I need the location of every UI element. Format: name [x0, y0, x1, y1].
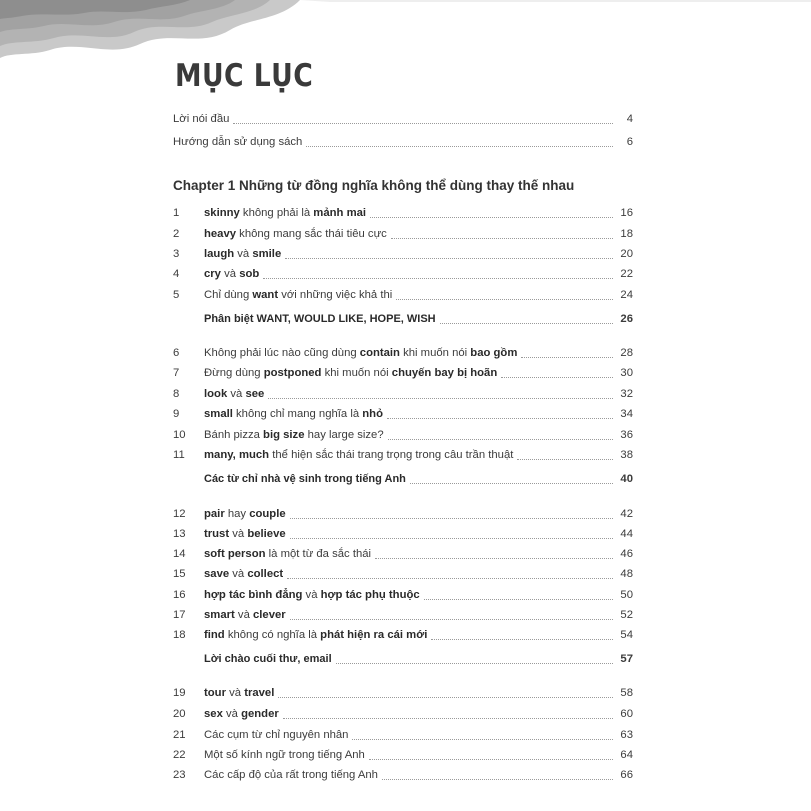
label-segment: khi muốn nói — [399, 347, 471, 359]
toc-row — [173, 589, 633, 605]
dot-leader — [431, 630, 613, 640]
toc-row — [173, 367, 633, 383]
toc-row — [173, 629, 633, 645]
label-segment: see — [245, 388, 265, 400]
dot-leader — [278, 688, 613, 698]
label-segment: pair — [204, 508, 225, 520]
dot-leader — [290, 509, 613, 519]
toc-entry-number: 15 — [173, 568, 186, 580]
toc-entry-number: 3 — [173, 248, 180, 260]
toc-entry-number: 14 — [173, 548, 186, 560]
toc-entry-label — [204, 528, 286, 540]
toc-entry-label — [204, 313, 436, 325]
toc-page-number: 4 — [626, 113, 633, 125]
label-segment: bao gồm — [470, 347, 518, 359]
toc-entry-number: 7 — [173, 367, 180, 379]
label-segment: save — [204, 568, 230, 580]
label-segment: smile — [252, 248, 282, 260]
label-segment: Bánh pizza — [204, 429, 264, 441]
dot-leader — [370, 208, 613, 218]
toc-row — [173, 687, 633, 703]
toc-entry-label — [204, 473, 406, 485]
toc-entry-number: 19 — [173, 687, 186, 699]
toc-page-number: 64 — [620, 749, 633, 761]
toc-entry-label — [204, 548, 371, 560]
label-segment: hợp tác phụ thuộc — [320, 589, 420, 601]
label-segment: phát hiện ra cái mới — [320, 629, 428, 641]
toc-entry-label — [204, 429, 384, 441]
dot-leader — [287, 569, 613, 579]
toc-page-number: 52 — [620, 609, 633, 621]
toc-page-number: 22 — [620, 268, 633, 280]
dot-leader — [388, 430, 613, 440]
dot-leader — [285, 249, 613, 259]
toc-row — [173, 347, 633, 363]
label-segment: Đừng dùng — [204, 367, 264, 379]
dot-leader — [369, 750, 613, 760]
toc-entry-number: 18 — [173, 629, 186, 641]
toc-entry-label — [204, 708, 279, 720]
label-segment: không mang sắc thái tiêu cực — [236, 228, 387, 240]
toc-row — [173, 508, 633, 524]
label-segment: travel — [244, 687, 275, 699]
toc-entry-number: 13 — [173, 528, 186, 540]
dot-leader — [290, 610, 613, 620]
toc-row — [173, 248, 633, 264]
toc-row — [173, 228, 633, 244]
toc-entry-number: 17 — [173, 609, 186, 621]
toc-page-number: 46 — [620, 548, 633, 560]
label-segment: mảnh mai — [313, 207, 367, 219]
label-segment: small — [204, 408, 233, 420]
label-segment: và — [220, 268, 240, 280]
toc-page-number: 66 — [620, 769, 633, 781]
toc-entry-label — [204, 769, 378, 781]
label-segment: collect — [247, 568, 284, 580]
label-segment: Một số kính ngữ trong tiếng Anh — [204, 749, 365, 761]
label-segment: Các cụm từ chỉ nguyên nhân — [204, 729, 349, 741]
dot-leader — [306, 137, 613, 147]
label-segment: và — [229, 528, 248, 540]
label-segment: couple — [249, 508, 286, 520]
toc-entry-label — [204, 629, 427, 641]
toc-entry-label — [204, 449, 513, 461]
toc-entry-number: 21 — [173, 729, 186, 741]
toc-entry-label — [204, 347, 517, 359]
label-segment: khi muốn nói — [321, 367, 392, 379]
toc-entry-label: Hướng dẫn sử dụng sách — [173, 136, 303, 148]
toc-page-number: 38 — [620, 449, 633, 461]
dot-leader — [424, 590, 613, 600]
label-segment: Phân biệt WANT, WOULD LIKE, HOPE, WISH — [204, 313, 436, 325]
toc-row — [173, 729, 633, 745]
dot-leader — [290, 529, 613, 539]
label-segment: hay — [224, 508, 250, 520]
toc-entry-label — [204, 729, 348, 741]
label-segment: find — [204, 629, 225, 641]
toc-entry-label — [204, 248, 281, 260]
dot-leader — [501, 368, 613, 378]
label-segment: contain — [359, 347, 400, 359]
label-segment: và — [234, 248, 253, 260]
label-segment: believe — [247, 528, 286, 540]
dot-leader — [382, 770, 613, 780]
label-segment: tour — [204, 687, 226, 699]
toc-page-number: 42 — [620, 508, 633, 520]
toc-entry-number: 11 — [173, 449, 185, 461]
label-segment: và — [302, 589, 321, 601]
toc-row — [173, 568, 633, 584]
label-segment: look — [204, 388, 228, 400]
toc-page-number: 36 — [620, 429, 633, 441]
label-segment: và — [225, 687, 245, 699]
toc-entry-number: 8 — [173, 388, 180, 400]
label-segment: Chỉ dùng — [204, 289, 253, 301]
label-segment: và — [222, 708, 242, 720]
dot-leader — [268, 389, 613, 399]
toc-entry-number: 6 — [173, 347, 180, 359]
front-matter-row — [173, 113, 633, 129]
dot-leader — [283, 709, 613, 719]
toc-entry-number: 10 — [173, 429, 186, 441]
toc-section-row — [173, 313, 633, 329]
toc-entry-label — [204, 609, 286, 621]
label-segment: postponed — [263, 367, 322, 379]
toc-entry-label — [204, 589, 420, 601]
toc-page-number: 40 — [620, 473, 633, 485]
label-segment: là một từ đa sắc thái — [265, 548, 372, 560]
toc-entry-number: 20 — [173, 708, 186, 720]
toc-row — [173, 528, 633, 544]
label-segment: thể hiện sắc thái trang trọng trong câu trần thuật — [269, 449, 514, 461]
toc-entry-number: 4 — [173, 268, 180, 280]
label-segment: gender — [241, 708, 279, 720]
decorative-header-shapes — [0, 0, 811, 60]
toc-page-number: 32 — [620, 388, 633, 400]
label-segment: Các từ chỉ nhà vệ sinh trong tiếng Anh — [204, 473, 406, 485]
dot-leader — [517, 450, 613, 460]
toc-page-number: 58 — [620, 687, 633, 699]
label-segment: hay large size? — [304, 429, 384, 441]
label-segment: và — [229, 568, 248, 580]
toc-entry-label — [204, 367, 497, 379]
toc-row — [173, 289, 633, 305]
toc-entry-label — [204, 289, 392, 301]
toc-entry-label — [204, 687, 274, 699]
toc-entry-label — [204, 388, 264, 400]
toc-row — [173, 769, 633, 785]
toc-entry-label — [204, 568, 283, 580]
toc-row — [173, 268, 633, 284]
toc-entry-number: 23 — [173, 769, 186, 781]
toc-row — [173, 429, 633, 445]
toc-page-number: 57 — [620, 653, 633, 665]
toc-page-number: 6 — [626, 136, 633, 148]
toc-page-number: 44 — [620, 528, 633, 540]
toc-page-number: 18 — [620, 228, 633, 240]
label-segment: skinny — [204, 207, 240, 219]
label-segment: clever — [253, 609, 286, 621]
toc-row — [173, 408, 633, 424]
label-segment: và — [227, 388, 246, 400]
toc-page-number: 34 — [620, 408, 633, 420]
toc-row — [173, 449, 633, 465]
label-segment: sob — [239, 268, 260, 280]
label-segment: trust — [204, 528, 230, 540]
toc-entry-number: 9 — [173, 408, 180, 420]
toc-page-number: 60 — [620, 708, 633, 720]
chapter-title: Chapter 1 Những từ đồng nghĩa không thể dùng thay thế nhau — [173, 178, 575, 193]
dot-leader — [396, 290, 613, 300]
page-title: MỤC LỤC — [175, 58, 314, 94]
toc-entry-number: 5 — [173, 289, 180, 301]
toc-entry-label — [204, 508, 286, 520]
label-segment: smart — [204, 609, 235, 621]
label-segment: hợp tác bình đẳng — [204, 589, 303, 601]
label-segment: many, much — [204, 449, 270, 461]
label-segment: với những việc khả thi — [278, 289, 393, 301]
toc-page-number: 30 — [620, 367, 633, 379]
toc-page-number: 26 — [620, 313, 633, 325]
toc-row — [173, 708, 633, 724]
toc-entry-number: 1 — [173, 207, 180, 219]
toc-entry-label — [204, 268, 259, 280]
label-segment: Các cấp độ của rất trong tiếng Anh — [204, 769, 378, 781]
toc-entry-label — [204, 207, 366, 219]
label-segment: Lời chào cuối thư, email — [204, 653, 332, 665]
label-segment: nhỏ — [362, 408, 383, 420]
toc-section-row — [173, 473, 633, 489]
toc-entry-label — [204, 653, 332, 665]
toc-page-number: 20 — [620, 248, 633, 260]
toc-entry-label: Lời nói đầu — [173, 113, 230, 125]
label-segment: không phải là — [239, 207, 314, 219]
label-segment: heavy — [204, 228, 237, 240]
toc-entry-number: 22 — [173, 749, 186, 761]
dot-leader — [375, 549, 613, 559]
toc-entry-label — [204, 408, 383, 420]
dot-leader — [263, 269, 613, 279]
toc-row — [173, 207, 633, 223]
dot-leader — [352, 730, 613, 740]
toc-page-number: 63 — [620, 729, 633, 741]
dot-leader — [387, 409, 613, 419]
label-segment: cry — [204, 268, 221, 280]
label-segment: chuyến bay bị hoãn — [391, 367, 498, 379]
toc-page-number: 24 — [620, 289, 633, 301]
toc-page-number: 50 — [620, 589, 633, 601]
label-segment: laugh — [204, 248, 235, 260]
dot-leader — [410, 474, 613, 484]
toc-entry-number: 2 — [173, 228, 180, 240]
toc-page-number: 16 — [620, 207, 633, 219]
dot-leader — [233, 114, 613, 124]
label-segment: không có nghĩa là — [224, 629, 321, 641]
toc-row — [173, 749, 633, 765]
dot-leader — [440, 314, 613, 324]
label-segment: soft person — [204, 548, 266, 560]
dot-leader — [521, 348, 613, 358]
toc-page-number: 48 — [620, 568, 633, 580]
dot-leader — [336, 654, 613, 664]
label-segment: sex — [204, 708, 223, 720]
label-segment: big size — [263, 429, 305, 441]
label-segment: want — [252, 289, 279, 301]
toc-entry-label — [204, 749, 365, 761]
toc-entry-label — [204, 228, 387, 240]
label-segment: không chỉ mang nghĩa là — [232, 408, 363, 420]
toc-row — [173, 388, 633, 404]
toc-page-number: 28 — [620, 347, 633, 359]
toc-row — [173, 609, 633, 625]
toc-page-number: 54 — [620, 629, 633, 641]
dot-leader — [391, 229, 613, 239]
toc-row — [173, 548, 633, 564]
label-segment: Không phải lúc nào cũng dùng — [204, 347, 360, 359]
toc-section-row — [173, 653, 633, 669]
front-matter-row — [173, 136, 633, 152]
toc-entry-number: 16 — [173, 589, 186, 601]
label-segment: và — [234, 609, 253, 621]
toc-entry-number: 12 — [173, 508, 186, 520]
